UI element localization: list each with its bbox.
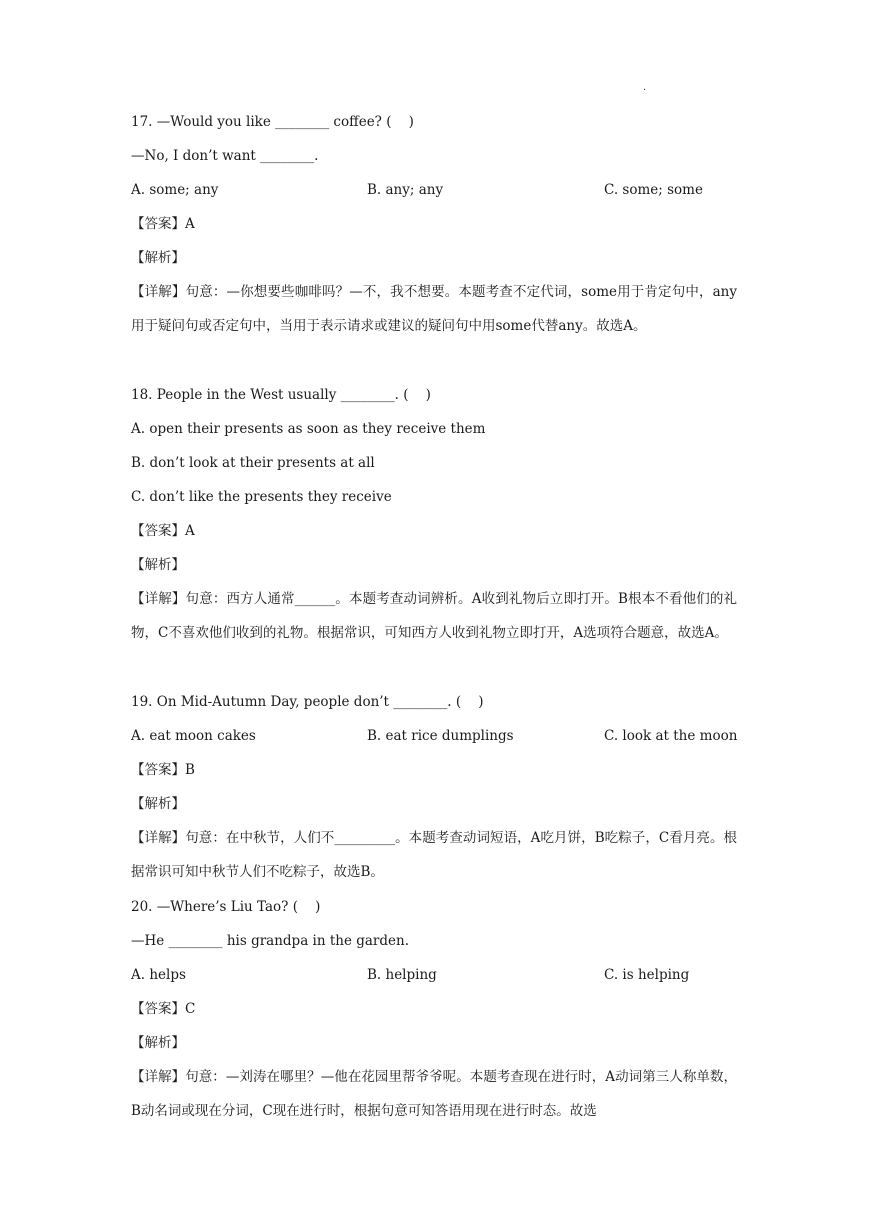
q17-option-a: A. some; any	[131, 182, 219, 198]
q17-option-c: C. some; some	[604, 182, 703, 198]
q18-option-a: A. open their presents as soon as they receive them	[131, 421, 486, 437]
q17-analysis-label: 【解析】	[131, 250, 185, 266]
q18-analysis-label: 【解析】	[131, 557, 185, 573]
q19-answer: 【答案】B	[131, 762, 195, 778]
q18-stem: 18. People in the West usually ________. ( )	[131, 387, 431, 403]
q20-stem-reply: —He ________ his grandpa in the garden.	[131, 933, 410, 949]
q18-detail: 【详解】句意：西方人通常______。本题考查动词辨析。A收到礼物后立即打开。B根本不看他们的礼物，C不喜欢他们收到的礼物。根据常识，可知西方人收到礼物立即打开，A选项符合题意，故选A。	[131, 591, 737, 641]
q17-answer: 【答案】A	[131, 216, 195, 232]
q20-option-a: A. helps	[131, 967, 186, 983]
q19-option-a: A. eat moon cakes	[131, 728, 256, 744]
q20-option-c: C. is helping	[604, 967, 690, 983]
q18-option-b: B. don’t look at their presents at all	[131, 455, 375, 471]
q19-stem: 19. On Mid-Autumn Day, people don’t ________. ( )	[131, 694, 484, 710]
q17-stem-reply: —No, I don’t want ________.	[131, 148, 319, 164]
q19-option-c: C. look at the moon	[604, 728, 738, 744]
q19-detail: 【详解】句意：在中秋节，人们不_________。本题考查动词短语，A吃月饼，B吃粽子，C看月亮。根据常识可知中秋节人们不吃粽子，故选B。	[131, 830, 737, 880]
q20-detail: 【详解】句意：—刘涛在哪里？—他在花园里帮爷爷呢。本题考查现在进行时，A动词第三人称单数，B动名词或现在分词，C现在进行时，根据句意可知答语用现在进行时态。故选	[131, 1069, 737, 1119]
q20-stem: 20. —Where’s Liu Tao? ( )	[131, 899, 321, 915]
q17-stem: 17. —Would you like ________ coffee? ( )	[131, 114, 414, 130]
q18-answer: 【答案】A	[131, 523, 195, 539]
q20-analysis-label: 【解析】	[131, 1035, 185, 1051]
q17-detail: 【详解】句意：—你想要些咖啡吗？—不，我不想要。本题考查不定代词，some用于肯定句中，any用于疑问句或否定句中，当用于表示请求或建议的疑问句中用some代替any。故选A。	[131, 284, 737, 334]
q19-analysis-label: 【解析】	[131, 796, 185, 812]
q18-option-c: C. don’t like the presents they receive	[131, 489, 392, 505]
q17-option-b: B. any; any	[367, 182, 444, 198]
q20-answer: 【答案】C	[131, 1001, 196, 1017]
q19-option-b: B. eat rice dumplings	[367, 728, 514, 744]
q20-option-b: B. helping	[367, 967, 437, 983]
header-mark: .	[643, 82, 647, 93]
